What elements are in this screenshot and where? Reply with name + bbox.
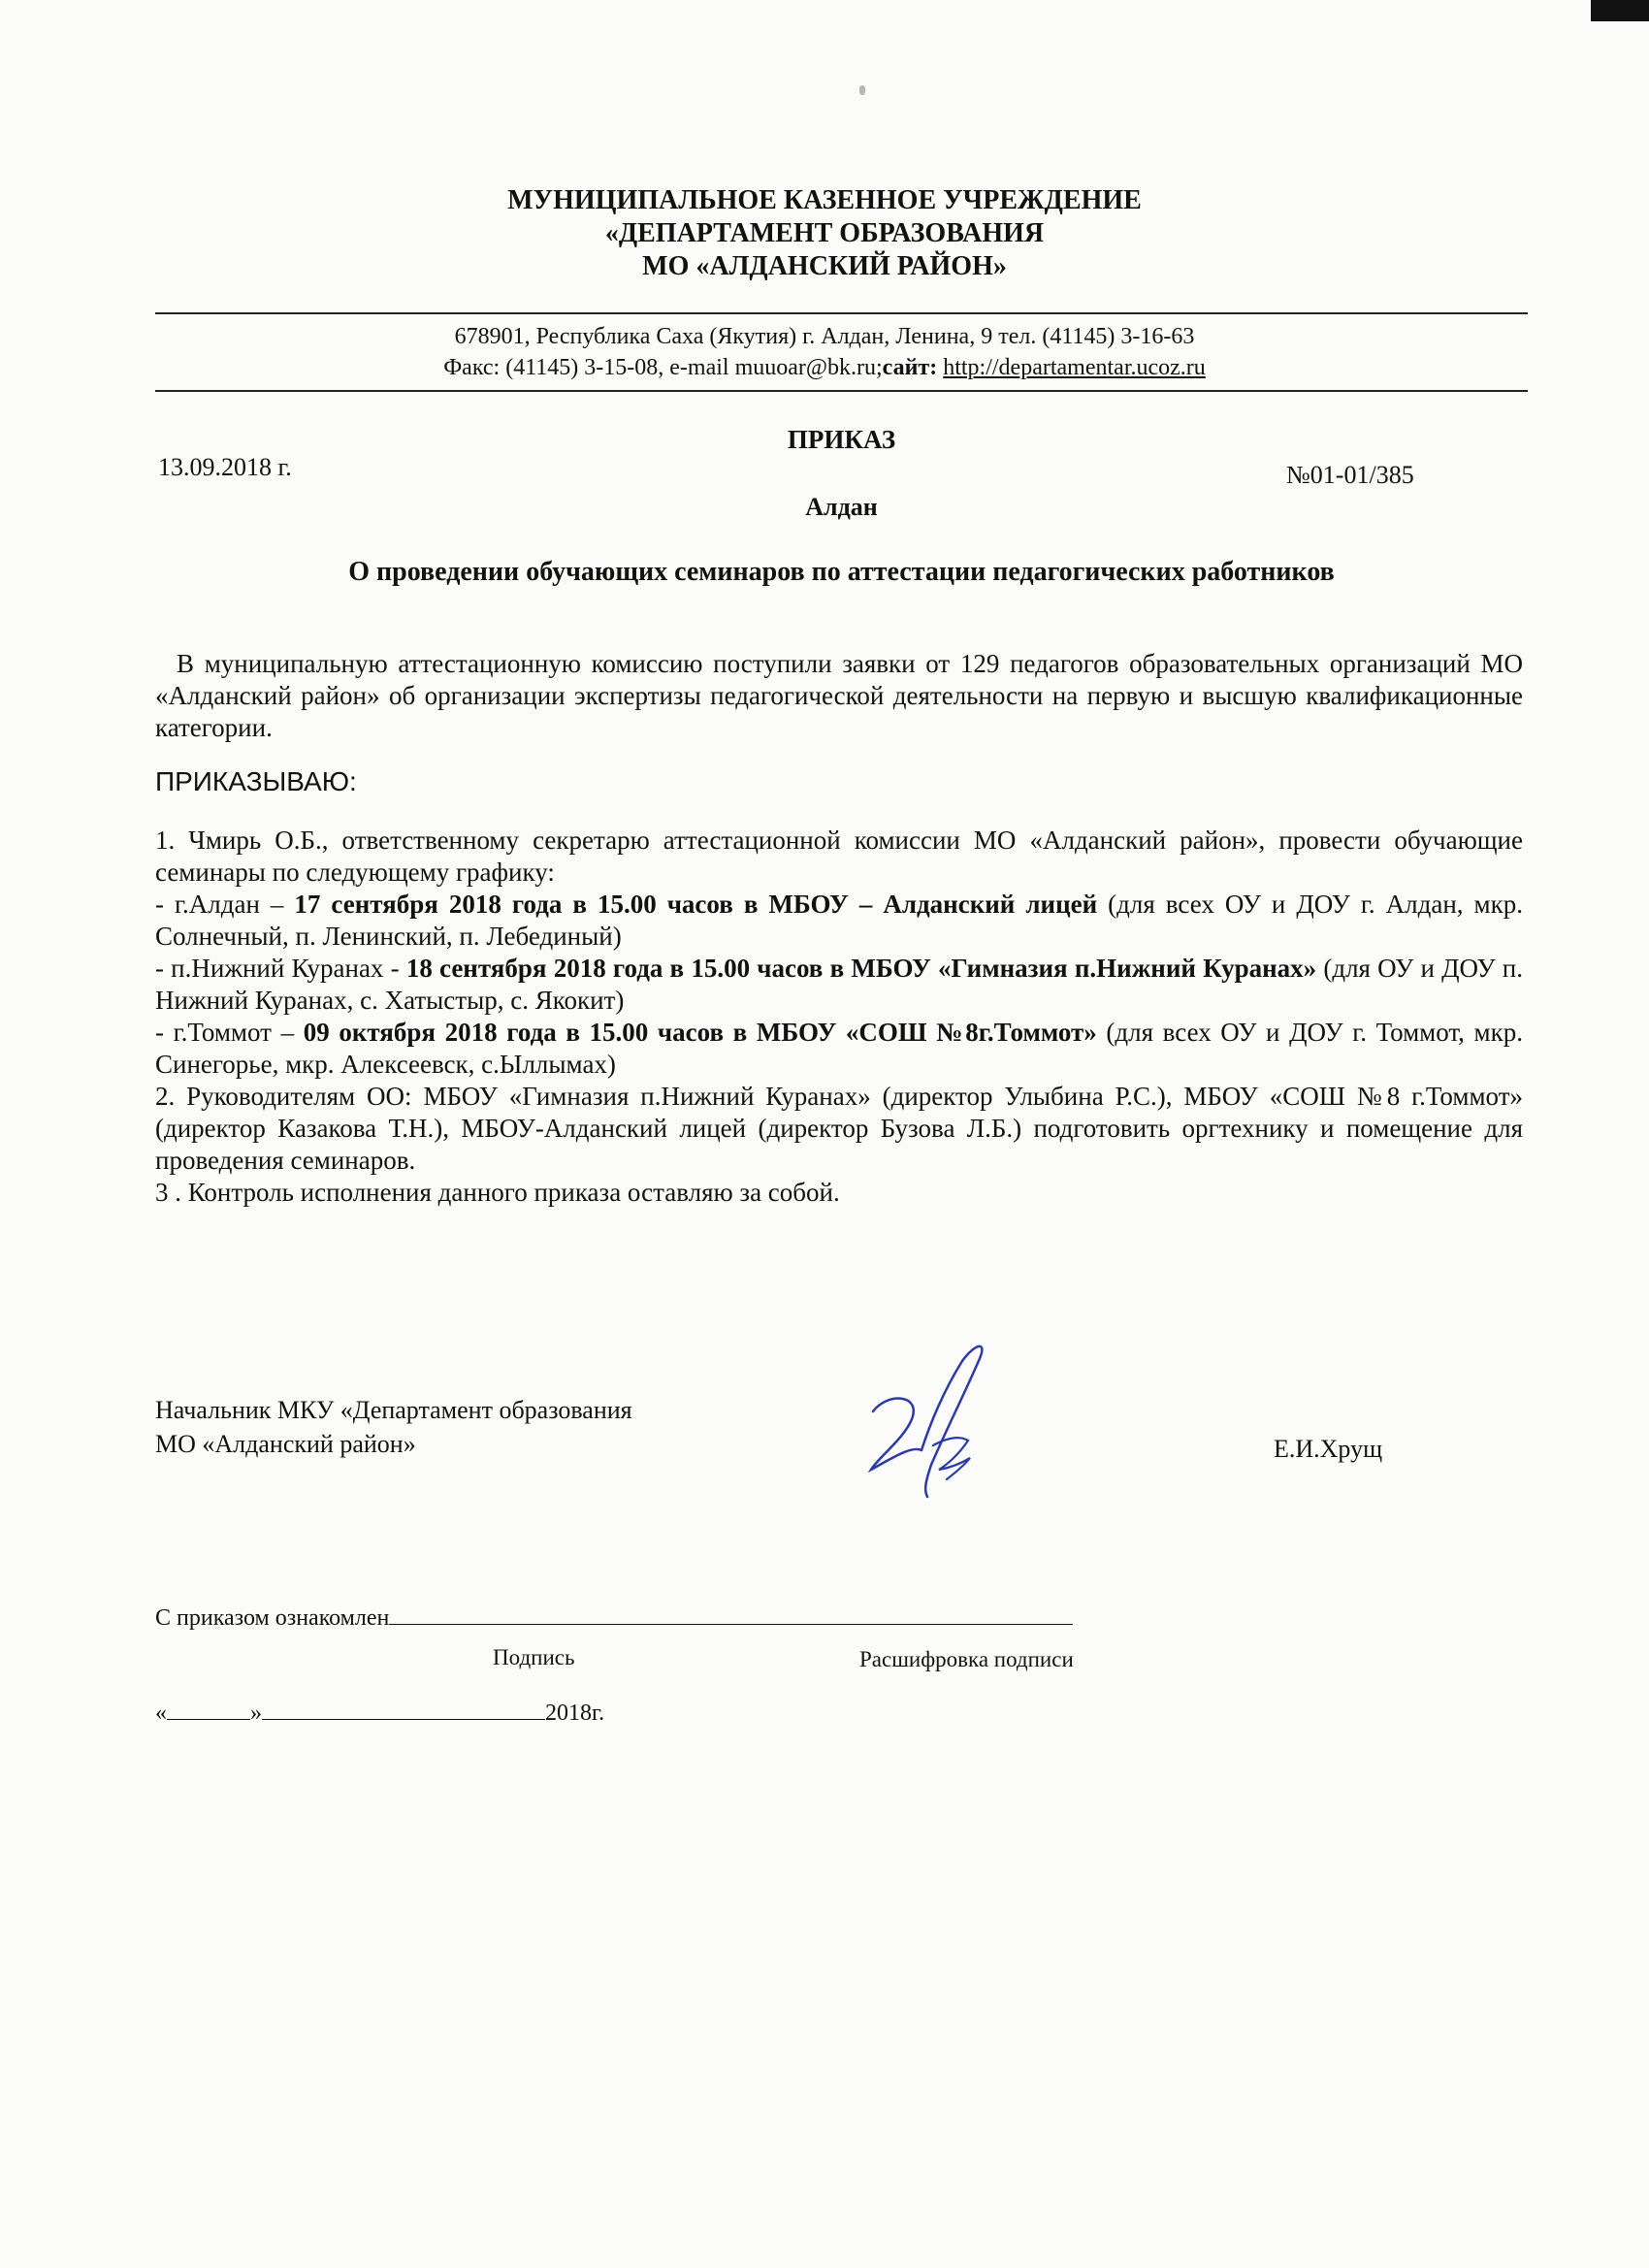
- seminar-aldan-scope: (для всех ОУ и ДОУ г. Алдан, мкр. Солнечный, п. Ленинский, п. Лебединый): [155, 890, 1524, 951]
- item-3: 3 . Контроль исполнения данного приказа оставляю за собой.: [155, 1178, 840, 1207]
- item-2: 2. Руководителям ОО: МБОУ «Гимназия п.Нижний Куранах» (директор Улыбина Р.С.), МБОУ «СОШ №8 г.Томмот» (директор Казакова Т.Н.), МБОУ-Алданский лицей (директор Бузова Л.Б.) подготовить оргтехнику и помещение для проведения семинаров.: [155, 1082, 1523, 1175]
- seminar-kuranakh-scope: (для ОУ и ДОУ п. Нижний Куранах, с. Хатыстыр, с. Якокит): [155, 954, 1524, 1015]
- seminar-aldan: [155, 889, 1523, 953]
- scan-speck: [859, 85, 865, 95]
- fax-email: Факс: (41145) 3-15-08, e-mail muuoar@bk.ru;: [443, 355, 883, 380]
- seminar-aldan-prefix: - г.Алдан –: [155, 890, 295, 919]
- order-subject: О проведении обучающих семинаров по аттестации педагогических работников: [348, 557, 1335, 587]
- order-date: 13.09.2018 г.: [158, 453, 292, 481]
- scan-corner-mark: [1591, 0, 1649, 21]
- seminar-tommot-prefix: - г.Томмот –: [155, 1018, 304, 1047]
- order-city: Алдан: [805, 493, 878, 521]
- org-name-line2: «ДЕПАРТАМЕНТ ОБРАЗОВАНИЯ: [604, 218, 1045, 248]
- ack-date-close: »: [250, 1701, 262, 1726]
- order-title: ПРИКАЗ: [787, 425, 896, 454]
- seminar-aldan-date: 17 сентября 2018 года в 15.00 часов в МБОУ – Алданский лицей: [294, 890, 1098, 919]
- ack-month-field[interactable]: [262, 1719, 545, 1720]
- decode-caption: Расшифровка подписи: [859, 1647, 1074, 1671]
- ack-date-open: «: [155, 1701, 167, 1726]
- seminar-tommot: [155, 1017, 1523, 1081]
- order-items: [155, 825, 1523, 1209]
- contact-line: [0, 353, 1649, 382]
- ack-signature-field[interactable]: [389, 1624, 1073, 1625]
- header-divider-top: [155, 312, 1528, 314]
- ack-day-field[interactable]: [167, 1719, 250, 1720]
- item-1: 1. Чмирь О.Б., ответственному секретарю аттестационной комиссии МО «Алданский район», провести обучающие семинары по следующему графику:: [155, 826, 1523, 887]
- seminar-kuranakh: [155, 953, 1523, 1017]
- handwritten-signature: [854, 1334, 1009, 1508]
- intro-paragraph: [155, 648, 1523, 744]
- address-line: 678901, Республика Саха (Якутия) г. Алдан, Ленина, 9 тел. (41145) 3-16-63: [454, 324, 1195, 349]
- sign-caption: Подпись: [493, 1645, 575, 1669]
- signer-position-line1: Начальник МКУ «Департамент образования: [155, 1396, 632, 1424]
- ack-date-line: [155, 1701, 604, 1727]
- seminar-tommot-date: 09 октября 2018 года в 15.00 часов в МБОУ «СОШ №8г.Томмот»: [303, 1018, 1097, 1047]
- seminar-kuranakh-date: 18 сентября 2018 года в 15.00 часов в МБОУ «Гимназия п.Нижний Куранах»: [405, 954, 1317, 983]
- signer-position-line2: МО «Алданский район»: [155, 1430, 416, 1458]
- seminar-tommot-scope: (для всех ОУ и ДОУ г. Томмот, мкр. Синегорье, мкр. Алексеевск, с.Ыллымах): [155, 1018, 1523, 1079]
- org-name-line3: МО «АЛДАНСКИЙ РАЙОН»: [642, 251, 1007, 281]
- intro-text: В муниципальную аттестационную комиссию поступили заявки от 129 педагогов образовательных организаций МО «Алданский район» об организации экспертизы педагогической деятельности на первую и высшую квалификационные категории.: [155, 649, 1523, 742]
- ack-label: С приказом ознакомлен: [155, 1605, 390, 1631]
- site-link[interactable]: http://departamentar.ucoz.ru: [943, 355, 1206, 380]
- site-label: сайт:: [882, 355, 938, 380]
- signer-name: Е.И.Хрущ: [1274, 1435, 1383, 1463]
- acknowledgement-line: [155, 1605, 1073, 1632]
- order-number: №01-01/385: [1286, 461, 1414, 489]
- order-word: ПРИКАЗЫВАЮ:: [155, 766, 357, 796]
- ack-year: 2018г.: [545, 1701, 605, 1726]
- seminar-kuranakh-prefix: - п.Нижний Куранах -: [155, 954, 406, 983]
- header-divider-bottom: [155, 390, 1528, 392]
- org-name-line1: МУНИЦИПАЛЬНОЕ КАЗЕННОЕ УЧРЕЖДЕНИЕ: [507, 185, 1142, 215]
